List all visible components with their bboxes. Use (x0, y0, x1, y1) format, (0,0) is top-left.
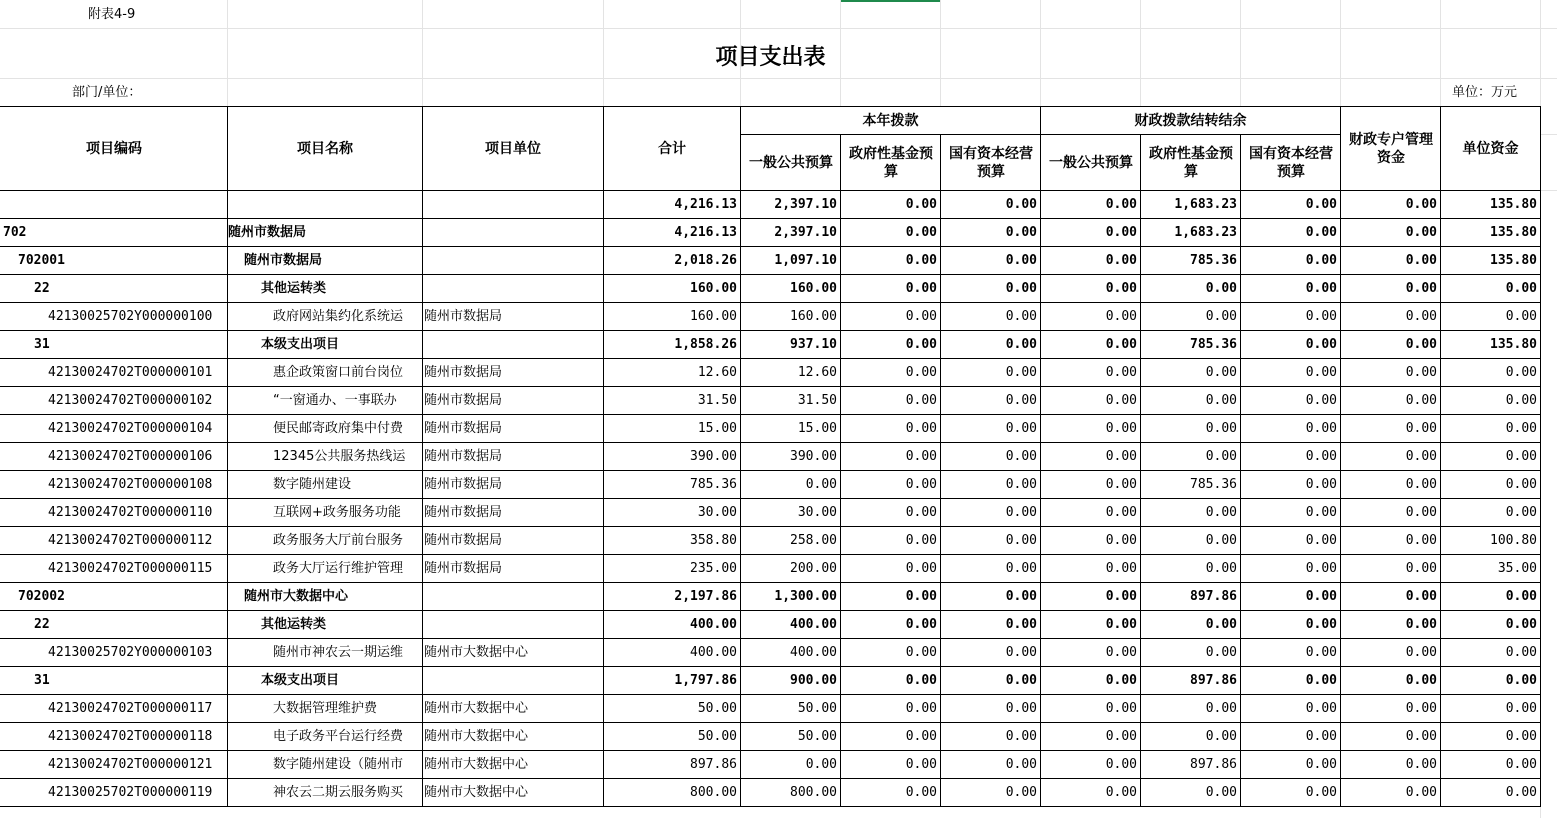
header-carry-general-budget: 一般公共预算 (1049, 154, 1133, 171)
project-name: 数字随州建设（随州市 (273, 757, 404, 772)
project-unit (424, 667, 603, 695)
project-code: 702002 (18, 589, 65, 604)
amount-cell: 0.00 (1205, 505, 1237, 520)
amount-cell: 0.00 (1105, 645, 1137, 660)
amount-cell: 0.00 (1505, 757, 1537, 772)
project-unit: 随州市大数据中心 (424, 785, 529, 800)
amount-cell: 897.86 (1190, 757, 1237, 772)
amount-cell: 0.00 (1305, 253, 1337, 268)
project-code: 42130025702Y000000103 (48, 645, 213, 660)
active-column-indicator (841, 0, 940, 2)
amount-cell: 0.00 (1005, 505, 1037, 520)
project-unit (424, 331, 603, 359)
amount-cell: 0.00 (1405, 337, 1437, 352)
amount-cell: 0.00 (1005, 225, 1037, 240)
amount-cell: 4,216.13 (674, 197, 737, 212)
amount-cell: 15.00 (697, 421, 737, 436)
amount-cell: 0.00 (905, 197, 937, 212)
project-unit: 随州市大数据中心 (424, 757, 529, 772)
header-carry-state-capital: 国有资本经营预算 (1249, 145, 1333, 180)
amount-cell: 0.00 (1105, 785, 1137, 800)
amount-cell: 0.00 (1105, 337, 1137, 352)
project-name: 本级支出项目 (261, 673, 340, 688)
amount-cell: 0.00 (1005, 645, 1037, 660)
page-title: 项目支出表 (715, 44, 826, 70)
amount-cell: 0.00 (1505, 673, 1537, 688)
project-unit (424, 611, 603, 639)
project-code: 42130025702Y000000100 (48, 309, 213, 324)
amount-cell: 0.00 (1105, 617, 1137, 632)
amount-cell: 785.36 (690, 477, 737, 492)
unit-label: 单位：万元 (1452, 85, 1518, 100)
amount-cell: 50.00 (797, 729, 837, 744)
amount-cell: 135.80 (1490, 225, 1537, 240)
amount-cell: 0.00 (905, 673, 937, 688)
project-code: 42130024702T000000101 (48, 365, 213, 380)
amount-cell: 0.00 (905, 757, 937, 772)
amount-cell: 0.00 (1205, 449, 1237, 464)
amount-cell: 2,197.86 (674, 589, 737, 604)
amount-cell: 0.00 (1205, 729, 1237, 744)
amount-cell: 0.00 (1305, 729, 1337, 744)
amount-cell: 1,797.86 (674, 673, 737, 688)
amount-cell: 0.00 (1005, 449, 1037, 464)
project-name: 随州市数据局 (244, 253, 323, 268)
amount-cell: 0.00 (1405, 197, 1437, 212)
header-own-funds: 单位资金 (1462, 140, 1519, 157)
project-code: 42130024702T000000104 (48, 421, 213, 436)
department-label: 部门/单位： (72, 85, 142, 100)
header-group-carryover: 财政拨款结转结余 (1134, 112, 1247, 129)
project-code: 42130024702T000000121 (48, 757, 213, 772)
amount-cell: 0.00 (1405, 281, 1437, 296)
project-unit: 随州市大数据中心 (424, 645, 529, 660)
project-name: 便民邮寄政府集中付费 (273, 421, 404, 436)
amount-cell: 235.00 (690, 561, 737, 576)
amount-cell: 135.80 (1490, 197, 1537, 212)
amount-cell: 0.00 (1205, 309, 1237, 324)
project-code: 42130025702T000000119 (48, 785, 213, 800)
project-name: 大数据管理维护费 (273, 701, 378, 716)
project-unit: 随州市数据局 (424, 561, 503, 576)
amount-cell: 0.00 (905, 617, 937, 632)
amount-cell: 0.00 (1405, 645, 1437, 660)
project-unit: 随州市数据局 (424, 421, 503, 436)
amount-cell: 0.00 (805, 757, 837, 772)
amount-cell: 0.00 (1305, 673, 1337, 688)
amount-cell: 0.00 (1205, 365, 1237, 380)
amount-cell: 0.00 (1405, 393, 1437, 408)
amount-cell: 0.00 (1505, 309, 1537, 324)
amount-cell: 135.80 (1490, 337, 1537, 352)
amount-cell: 0.00 (1305, 617, 1337, 632)
project-unit (424, 275, 603, 303)
amount-cell: 0.00 (1305, 449, 1337, 464)
amount-cell: 800.00 (690, 785, 737, 800)
amount-cell: 0.00 (1205, 393, 1237, 408)
amount-cell: 0.00 (1105, 757, 1137, 772)
amount-cell: 0.00 (1005, 729, 1037, 744)
project-name: 政务服务大厅前台服务 (273, 533, 404, 548)
amount-cell: 400.00 (790, 645, 837, 660)
amount-cell: 0.00 (1105, 421, 1137, 436)
amount-cell: 0.00 (1505, 785, 1537, 800)
amount-cell: 0.00 (1205, 533, 1237, 548)
amount-cell: 1,683.23 (1174, 225, 1237, 240)
project-code: 42130024702T000000102 (48, 393, 213, 408)
amount-cell: 135.80 (1490, 253, 1537, 268)
amount-cell: 0.00 (1405, 365, 1437, 380)
amount-cell: 31.50 (797, 393, 837, 408)
project-unit (424, 219, 603, 247)
amount-cell: 0.00 (905, 421, 937, 436)
amount-cell: 0.00 (1505, 701, 1537, 716)
amount-cell: 0.00 (1305, 785, 1337, 800)
amount-cell: 160.00 (790, 281, 837, 296)
amount-cell: 1,858.26 (674, 337, 737, 352)
project-code: 42130024702T000000115 (48, 561, 213, 576)
project-code: 702001 (18, 253, 65, 268)
amount-cell: 0.00 (1105, 505, 1137, 520)
amount-cell: 0.00 (1105, 673, 1137, 688)
project-name: 政府网站集约化系统运 (273, 309, 404, 324)
amount-cell: 1,300.00 (774, 589, 837, 604)
project-name: 惠企政策窗口前台岗位 (273, 365, 404, 380)
amount-cell: 0.00 (1005, 561, 1037, 576)
amount-cell: 50.00 (697, 701, 737, 716)
project-unit (424, 191, 603, 219)
amount-cell: 0.00 (1405, 477, 1437, 492)
project-code: 22 (34, 281, 50, 296)
amount-cell: 0.00 (1405, 673, 1437, 688)
project-name: 神农云二期云服务购买 (273, 785, 404, 800)
project-code: 42130024702T000000108 (48, 477, 213, 492)
amount-cell: 0.00 (1305, 421, 1337, 436)
amount-cell: 390.00 (790, 449, 837, 464)
amount-cell: 0.00 (905, 533, 937, 548)
project-unit: 随州市数据局 (424, 477, 503, 492)
amount-cell: 0.00 (1505, 645, 1537, 660)
amount-cell: 0.00 (1405, 253, 1437, 268)
project-name: 政务大厅运行维护管理 (273, 561, 404, 576)
amount-cell: 0.00 (905, 477, 937, 492)
amount-cell: 0.00 (1105, 393, 1137, 408)
amount-cell: 0.00 (1505, 365, 1537, 380)
amount-cell: 0.00 (1405, 617, 1437, 632)
amount-cell: 0.00 (905, 225, 937, 240)
amount-cell: 0.00 (1205, 645, 1237, 660)
amount-cell: 258.00 (790, 533, 837, 548)
amount-cell: 0.00 (1105, 365, 1137, 380)
amount-cell: 2,018.26 (674, 253, 737, 268)
amount-cell: 0.00 (1105, 729, 1137, 744)
project-name: 其他运转类 (261, 617, 327, 632)
amount-cell: 0.00 (1305, 561, 1337, 576)
amount-cell: 2,397.10 (774, 225, 837, 240)
amount-cell: 0.00 (1405, 729, 1437, 744)
amount-cell: 0.00 (1005, 589, 1037, 604)
amount-cell: 897.86 (690, 757, 737, 772)
amount-cell: 12.60 (797, 365, 837, 380)
amount-cell: 0.00 (1105, 309, 1137, 324)
amount-cell: 0.00 (1005, 617, 1037, 632)
amount-cell: 0.00 (1005, 253, 1037, 268)
amount-cell: 0.00 (1105, 281, 1137, 296)
amount-cell: 0.00 (1005, 309, 1037, 324)
amount-cell: 0.00 (1005, 477, 1037, 492)
project-name: 其他运转类 (261, 281, 327, 296)
amount-cell: 30.00 (797, 505, 837, 520)
amount-cell: 0.00 (1305, 309, 1337, 324)
project-name: 电子政务平台运行经费 (273, 729, 404, 744)
project-name: 本级支出项目 (261, 337, 340, 352)
amount-cell: 0.00 (1505, 505, 1537, 520)
amount-cell: 0.00 (1405, 309, 1437, 324)
amount-cell: 50.00 (697, 729, 737, 744)
amount-cell: 35.00 (1497, 561, 1537, 576)
amount-cell: 160.00 (790, 309, 837, 324)
amount-cell: 30.00 (697, 505, 737, 520)
amount-cell: 0.00 (1205, 281, 1237, 296)
amount-cell: 0.00 (1505, 729, 1537, 744)
amount-cell: 0.00 (1505, 589, 1537, 604)
amount-cell: 0.00 (1005, 393, 1037, 408)
project-name: 随州市数据局 (228, 225, 307, 240)
amount-cell: 0.00 (1005, 281, 1037, 296)
amount-cell: 0.00 (1205, 561, 1237, 576)
amount-cell: 0.00 (1105, 561, 1137, 576)
amount-cell: 160.00 (690, 309, 737, 324)
amount-cell: 0.00 (1305, 337, 1337, 352)
amount-cell: 100.80 (1490, 533, 1537, 548)
amount-cell: 0.00 (1005, 337, 1037, 352)
amount-cell: 0.00 (905, 505, 937, 520)
amount-cell: 0.00 (1405, 757, 1437, 772)
amount-cell: 0.00 (905, 785, 937, 800)
amount-cell: 12.60 (697, 365, 737, 380)
amount-cell: 900.00 (790, 673, 837, 688)
amount-cell: 0.00 (1405, 449, 1437, 464)
amount-cell: 31.50 (697, 393, 737, 408)
project-unit: 随州市数据局 (424, 393, 503, 408)
project-unit: 随州市数据局 (424, 505, 503, 520)
project-unit: 随州市数据局 (424, 365, 503, 380)
amount-cell: 0.00 (1405, 701, 1437, 716)
amount-cell: 800.00 (790, 785, 837, 800)
amount-cell: 4,216.13 (674, 225, 737, 240)
amount-cell: 160.00 (690, 281, 737, 296)
project-code: 42130024702T000000118 (48, 729, 213, 744)
amount-cell: 0.00 (1405, 505, 1437, 520)
project-name: 随州市神农云一期运维 (273, 645, 404, 660)
amount-cell: 0.00 (1505, 477, 1537, 492)
amount-cell: 897.86 (1190, 589, 1237, 604)
project-name: 数字随州建设 (273, 477, 352, 492)
amount-cell: 0.00 (1105, 225, 1137, 240)
amount-cell: 0.00 (1505, 421, 1537, 436)
amount-cell: 0.00 (1505, 281, 1537, 296)
annex-label: 附表4-9 (88, 7, 136, 22)
header-gov-fund: 政府性基金预算 (849, 145, 933, 180)
header-unit: 项目单位 (485, 140, 541, 157)
amount-cell: 0.00 (1405, 589, 1437, 604)
project-unit: 随州市大数据中心 (424, 729, 529, 744)
project-code: 31 (34, 673, 50, 688)
project-code: 42130024702T000000106 (48, 449, 213, 464)
amount-cell: 0.00 (1505, 449, 1537, 464)
amount-cell: 0.00 (1405, 225, 1437, 240)
amount-cell: 0.00 (905, 645, 937, 660)
project-name: 随州市大数据中心 (244, 589, 349, 604)
project-code: 42130024702T000000112 (48, 533, 213, 548)
amount-cell: 0.00 (1405, 533, 1437, 548)
amount-cell: 785.36 (1190, 337, 1237, 352)
header-special-account: 财政专户管理资金 (1349, 131, 1433, 166)
amount-cell: 0.00 (905, 309, 937, 324)
amount-cell: 0.00 (1005, 673, 1037, 688)
amount-cell: 0.00 (905, 449, 937, 464)
amount-cell: 0.00 (1105, 701, 1137, 716)
amount-cell: 0.00 (1005, 757, 1037, 772)
amount-cell: 2,397.10 (774, 197, 837, 212)
amount-cell: 937.10 (790, 337, 837, 352)
project-unit (424, 247, 603, 275)
header-name: 项目名称 (297, 140, 353, 157)
amount-cell: 0.00 (1005, 365, 1037, 380)
amount-cell: 0.00 (1005, 421, 1037, 436)
project-name (228, 191, 422, 219)
amount-cell: 0.00 (1305, 477, 1337, 492)
amount-cell: 0.00 (1505, 617, 1537, 632)
project-code: 42130024702T000000117 (48, 701, 213, 716)
amount-cell: 0.00 (1105, 197, 1137, 212)
amount-cell: 0.00 (1405, 785, 1437, 800)
amount-cell: 897.86 (1190, 673, 1237, 688)
amount-cell: 0.00 (1305, 757, 1337, 772)
header-state-capital: 国有资本经营预算 (949, 145, 1033, 180)
amount-cell: 0.00 (1005, 785, 1037, 800)
amount-cell: 1,097.10 (774, 253, 837, 268)
project-code: 702 (3, 225, 27, 240)
amount-cell: 0.00 (905, 281, 937, 296)
amount-cell: 0.00 (1305, 505, 1337, 520)
amount-cell: 785.36 (1190, 253, 1237, 268)
amount-cell: 0.00 (1005, 701, 1037, 716)
amount-cell: 0.00 (1105, 477, 1137, 492)
amount-cell: 0.00 (1305, 645, 1337, 660)
project-unit: 随州市数据局 (424, 309, 503, 324)
project-unit: 随州市数据局 (424, 533, 503, 548)
amount-cell: 0.00 (1105, 253, 1137, 268)
header-group-current-year: 本年拨款 (862, 112, 919, 129)
amount-cell: 0.00 (1505, 393, 1537, 408)
amount-cell: 0.00 (1005, 533, 1037, 548)
header-total: 合计 (658, 140, 686, 157)
amount-cell: 0.00 (1405, 561, 1437, 576)
amount-cell: 0.00 (1305, 197, 1337, 212)
amount-cell: 0.00 (905, 393, 937, 408)
amount-cell: 0.00 (1205, 785, 1237, 800)
amount-cell: 0.00 (905, 589, 937, 604)
amount-cell: 0.00 (1105, 449, 1137, 464)
amount-cell: 0.00 (905, 729, 937, 744)
project-code: 31 (34, 337, 50, 352)
amount-cell: 0.00 (1205, 421, 1237, 436)
amount-cell: 0.00 (1105, 589, 1137, 604)
header-carry-gov-fund: 政府性基金预算 (1149, 145, 1233, 180)
amount-cell: 1,683.23 (1174, 197, 1237, 212)
amount-cell: 0.00 (1305, 393, 1337, 408)
amount-cell: 0.00 (1305, 281, 1337, 296)
project-code (3, 191, 227, 219)
amount-cell: 358.80 (690, 533, 737, 548)
project-unit (424, 583, 603, 611)
amount-cell: 390.00 (690, 449, 737, 464)
amount-cell: 200.00 (790, 561, 837, 576)
header-code: 项目编码 (86, 140, 142, 157)
project-name: 12345公共服务热线运 (273, 449, 406, 464)
amount-cell: 0.00 (1305, 589, 1337, 604)
project-name: “一窗通办、一事联办 (273, 393, 397, 408)
amount-cell: 400.00 (690, 645, 737, 660)
project-name: 互联网+政务服务功能 (273, 505, 401, 520)
amount-cell: 785.36 (1190, 477, 1237, 492)
amount-cell: 400.00 (790, 617, 837, 632)
amount-cell: 50.00 (797, 701, 837, 716)
amount-cell: 0.00 (905, 337, 937, 352)
amount-cell: 400.00 (690, 617, 737, 632)
project-code: 42130024702T000000110 (48, 505, 213, 520)
amount-cell: 0.00 (1005, 197, 1037, 212)
amount-cell: 0.00 (1305, 225, 1337, 240)
amount-cell: 0.00 (1305, 701, 1337, 716)
project-unit: 随州市数据局 (424, 449, 503, 464)
amount-cell: 0.00 (905, 253, 937, 268)
amount-cell: 0.00 (1305, 365, 1337, 380)
amount-cell: 0.00 (1305, 533, 1337, 548)
amount-cell: 0.00 (905, 561, 937, 576)
amount-cell: 15.00 (797, 421, 837, 436)
amount-cell: 0.00 (1205, 617, 1237, 632)
amount-cell: 0.00 (1405, 421, 1437, 436)
amount-cell: 0.00 (905, 365, 937, 380)
header-general-budget: 一般公共预算 (749, 154, 833, 171)
amount-cell: 0.00 (805, 477, 837, 492)
amount-cell: 0.00 (1105, 533, 1137, 548)
project-code: 22 (34, 617, 50, 632)
amount-cell: 0.00 (905, 701, 937, 716)
project-unit: 随州市大数据中心 (424, 701, 529, 716)
amount-cell: 0.00 (1205, 701, 1237, 716)
